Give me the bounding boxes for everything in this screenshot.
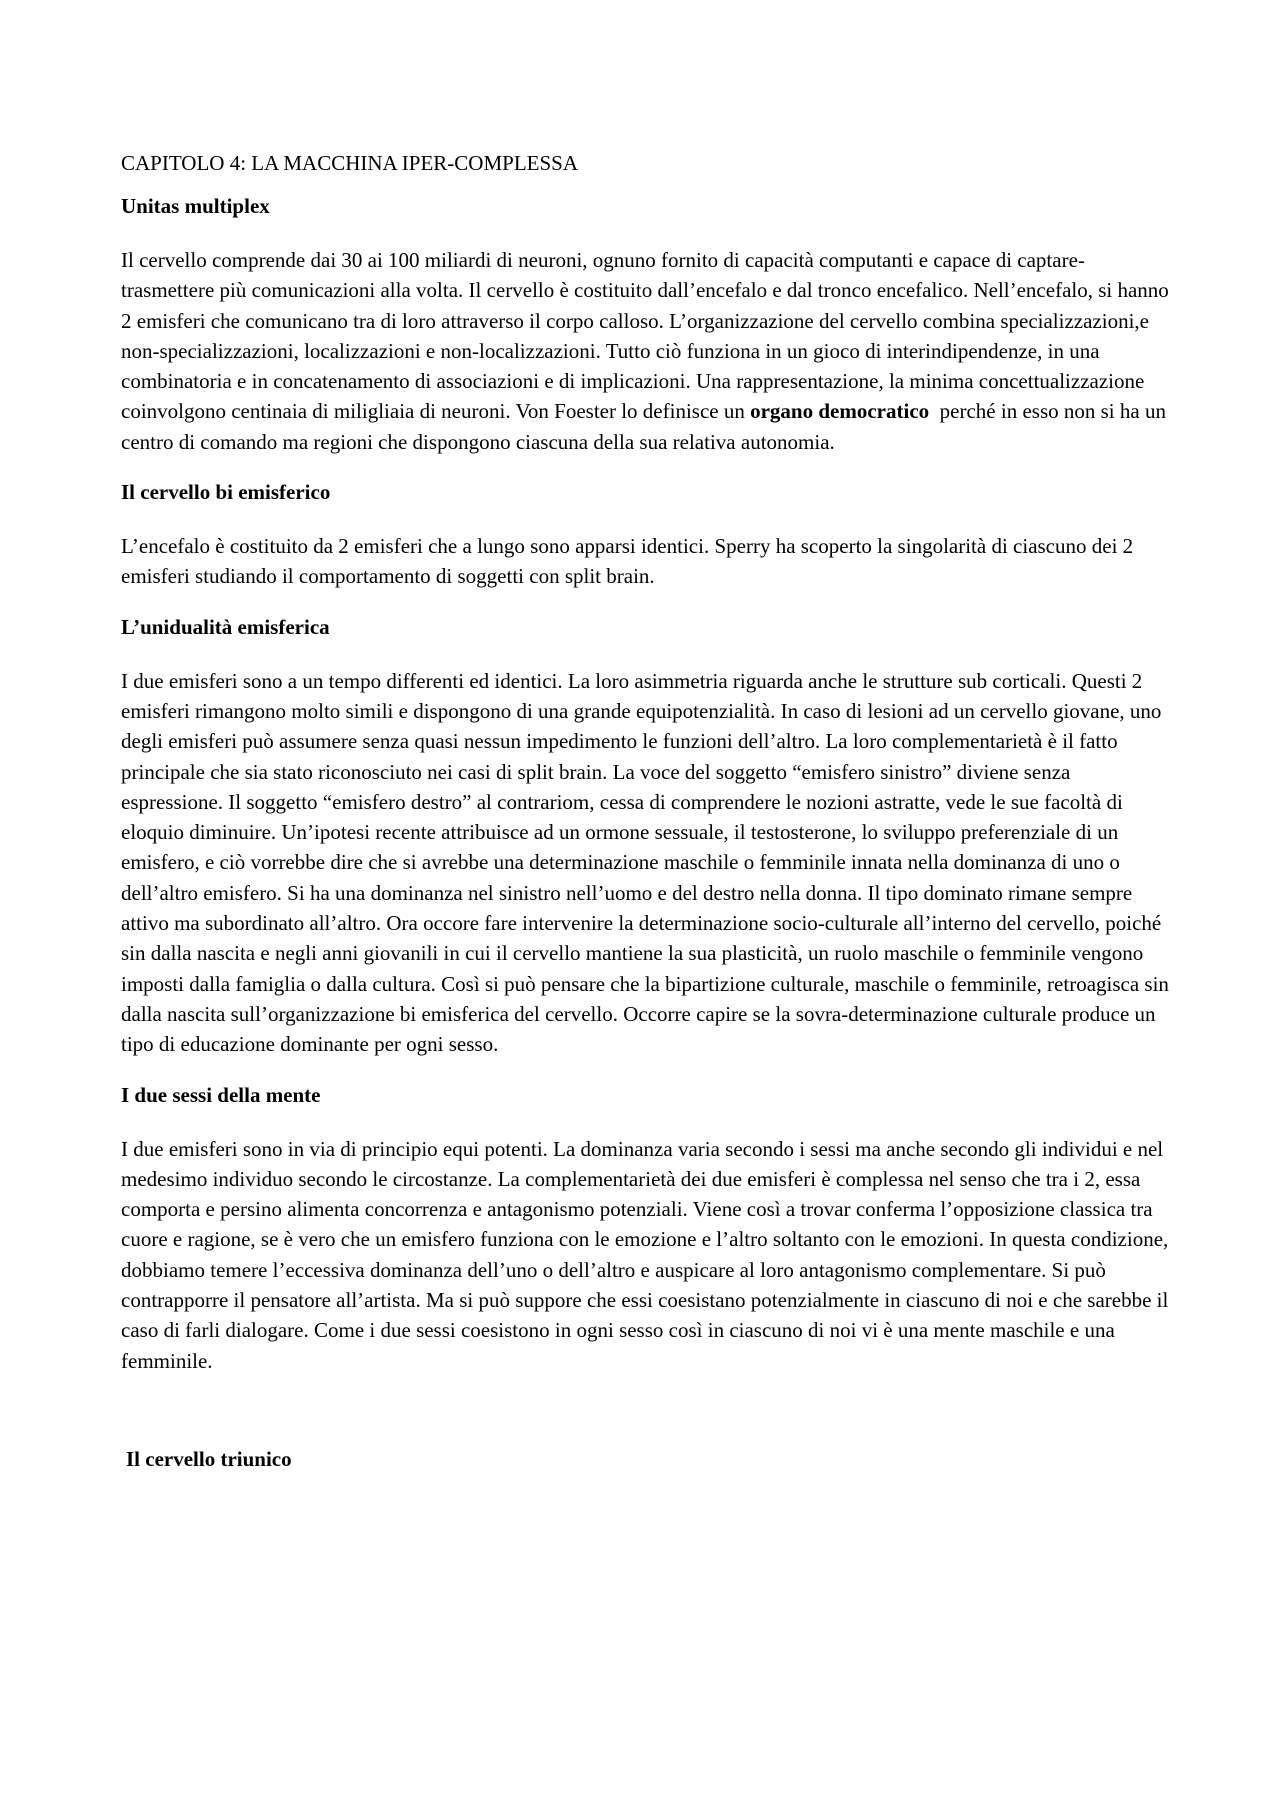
paragraph-text: perché in esso non si ha un centro di comando ma regioni che dispongono ciascuna della sua relativa autonomia. — [121, 399, 1172, 454]
vertical-spacer — [121, 1398, 1171, 1446]
section-heading-due-sessi-mente: I due sessi della mente — [121, 1082, 321, 1107]
section-heading-unitas-multiplex: Unitas multiplex — [121, 194, 270, 218]
paragraph-due-sessi-mente: I due emisferi sono in via di principio equi potenti. La dominanza varia secondo i sessi ma anche secondo gli individui e nel medesimo individuo secondo le circostanze. La complementarietà dei due emisferi è complessa nel senso che tra i 2, essa comporta e persino alimenta concorrenza e antagonismo potenziali. Viene così a trovar conferma l’opposizione classica tra cuore e ragione, se è vero che un emisfero funziona con le emozione e l’altro soltanto con le emozioni. In questa condizione, dobbiamo temere l’eccessiva dominanza dell’uno o dell’altro e auspicare al loro antagonismo complementare. Si può contrapporre il pensatore all’artista. Ma si può suppore che essi coesistano potenzialmente in ciascuno di noi e che sarebbe il caso di farli dialogare. Come i due sessi coesistono in ogni sesso così in ciascuno di noi vi è una mente maschile e una femminile. — [121, 1136, 1169, 1373]
bold-phrase-organo-democratico: organo democratico — [750, 399, 930, 424]
paragraph-unitas-multiplex — [121, 245, 1171, 457]
section-heading-unidualita-emisferica: L’unidualità emisferica — [121, 614, 330, 639]
section-heading-cervello-bi-emisferico: Il cervello bi emisferico — [121, 480, 331, 505]
section-heading-cervello-triunico: Il cervello triunico — [126, 1446, 292, 1471]
paragraph-text: Il cervello comprende dai 30 ai 100 miliardi di neuroni, ognuno fornito di capacità computanti e capace di captare-trasmettere più comunicazioni alla volta. Il cervello è costituito dall’encefalo e dal tronco encefalico. Nell’encefalo, si hanno 2 emisferi che comunicano tra di loro attraverso il corpo calloso. L’organizzazione del cervello combina specializzazioni,e non-specializzazioni, localizzazioni e non-localizzazioni. Tutto ciò funziona in un gioco di interindipendenze, in una combinatoria e in concatenamento di associazioni e di implicazioni. Una rappresentazione, la minima concettualizzazione coinvolgono centinaia di miligliaia di neuroni. Von Foester lo definisce un — [121, 248, 1169, 424]
document-page — [121, 150, 1171, 1498]
paragraph-cervello-bi-emisferico: L’encefalo è costituito da 2 emisferi che a lungo sono apparsi identici. Sperry ha scoperto la singolarità di ciascuno dei 2 emisferi studiando il comportamento di soggetti con split brain. — [121, 534, 1134, 589]
chapter-title: CAPITOLO 4: LA MACCHINA IPER-COMPLESSA — [121, 151, 579, 175]
paragraph-unidualita-emisferica: I due emisferi sono a un tempo differenti ed identici. La loro asimmetria riguarda anche le strutture sub corticali. Questi 2 emisferi rimangono molto simili e dispongono di una grande equipotenzialità. In caso di lesioni ad un cervello giovane, uno degli emisferi può assumere senza quasi nessun impedimento le funzioni dell’altro. La loro complementarietà è il fatto principale che sia stato riconosciuto nei casi di split brain. La voce del soggetto “emisfero sinistro” diviene senza espressione. Il soggetto “emisfero destro” al contrariom, cessa di comprendere le nozioni astratte, vede le sue facoltà di eloquio diminuire. Un’ipotesi recente attribuisce ad un ormone sessuale, il testosterone, lo sviluppo preferenziale di un emisfero, e ciò vorrebbe dire che si avrebbe una determinazione maschile o femminile innata nella dominanza di uno o dell’altro emisfero. Si ha una dominanza nel sinistro nell’uomo e del destro nella donna. Il tipo dominato rimane sempre attivo ma subordinato all’altro. Ora occore fare intervenire la determinazione socio-culturale all’interno del cervello, poiché sin dalla nascita e negli anni giovanili in cui il cervello mantiene la sua plasticità, un ruolo maschile o femminile vengono imposti dalla famiglia o dalla cultura. Così si può pensare che la bipartizione culturale, maschile o femminile, retroagisca sin dalla nascita sull’organizzazione bi emisferica del cervello. Occorre capire se la sovra-determinazione culturale produce un tipo di educazione dominante per ogni sesso. — [121, 668, 1169, 1057]
